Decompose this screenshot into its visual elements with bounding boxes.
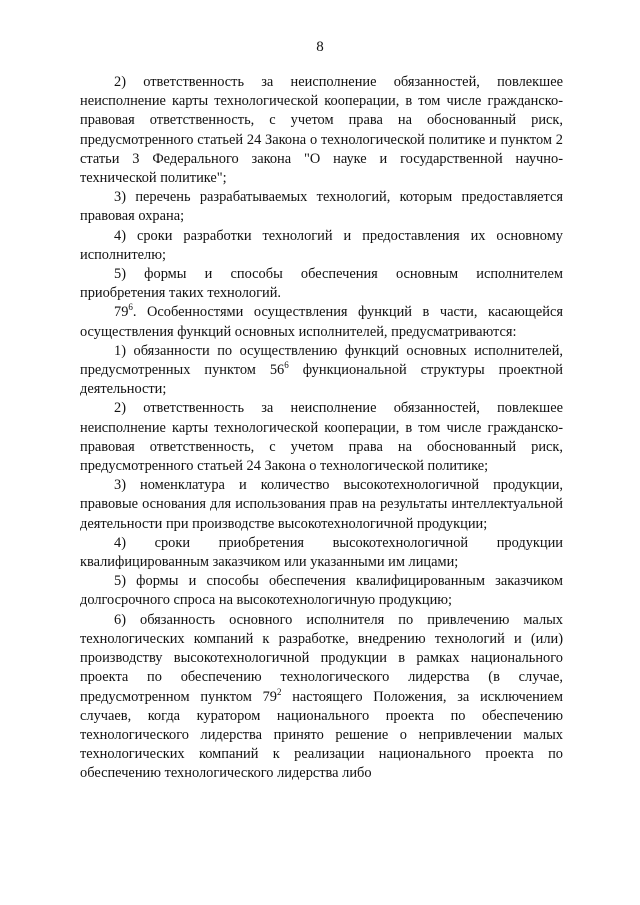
paragraph-item-6-small-companies: 6) обязанность основного исполнителя по привлечению малых технологических компаний к разработке, внедрению технологий и (или) производству высокотехнологичной продукции в рамках национального проекта по обеспечению технологического лидерства (в случае, предусмотренном пунктом $79^2$ настоящего Положения, за исключением случаев, когда куратором национального проекта по обеспечению технологического лидерства принято решение о непривлечении малых технологических компаний к реализации национального проекта по обеспечению технологического лидерства либо (80, 611, 563, 782)
paragraph-item-4-acquisition: 4) сроки приобретения высокотехнологичной продукции квалифицированным заказчиком или указанными им лицами; (80, 534, 563, 571)
paragraph-item-4-deadlines: 4) сроки разработки технологий и предоставления их основному исполнителю; (80, 227, 563, 263)
superscript: 2 (276, 686, 282, 697)
paragraph-item-2-responsibility: 2) ответственность за неисполнение обязанностей, повлекшее неисполнение карты технологической кооперации, в том числе гражданско-правовая ответственность, с учетом права на обоснованный риск, предусмотренного статьей 24 Закона о технологической политике и пунктом 2 статьи 3 Федерального закона "О науке и государственной научно-технической политике"; (80, 74, 563, 187)
paragraph-clause-79-6: $79^6$. Особенностями осуществления функций в части, касающейся осуществления функций основных исполнителей, предусматриваются: (80, 302, 563, 340)
paragraph-item-5-demand: 5) формы и способы обеспечения квалифицированным заказчиком долгосрочного спроса на высокотехнологичную продукцию; (80, 573, 563, 609)
paragraph-item-5-forms: 5) формы и способы обеспечения основным исполнителем приобретения таких технологий. (80, 266, 563, 302)
paragraph-item-1-obligations: 1) обязанности по осуществлению функций основных исполнителей, предусмотренных пунктом $56^6$ функциональной структуры проектной деятельности; (80, 342, 563, 398)
document-body (80, 73, 563, 784)
page-number: 8 (316, 39, 324, 55)
superscript: 6 (128, 302, 133, 313)
paragraph-item-3-technology-list: 3) перечень разрабатываемых технологий, которым предоставляется правовая охрана; (80, 189, 563, 225)
paragraph-item-3-nomenclature: 3) номенклатура и количество высокотехнологичной продукции, правовые основания для использования прав на результаты интеллектуальной деятельности при производстве высокотехнологичной продукции; (80, 477, 563, 532)
superscript: 6 (284, 360, 289, 371)
paragraph-item-2-responsibility-b: 2) ответственность за неисполнение обязанностей, повлекшее неисполнение карты технологической кооперации, в том числе гражданско-правовая ответственность, с учетом права на обоснованный риск, предусмотренного статьей 24 Закона о технологической политике; (80, 400, 563, 475)
